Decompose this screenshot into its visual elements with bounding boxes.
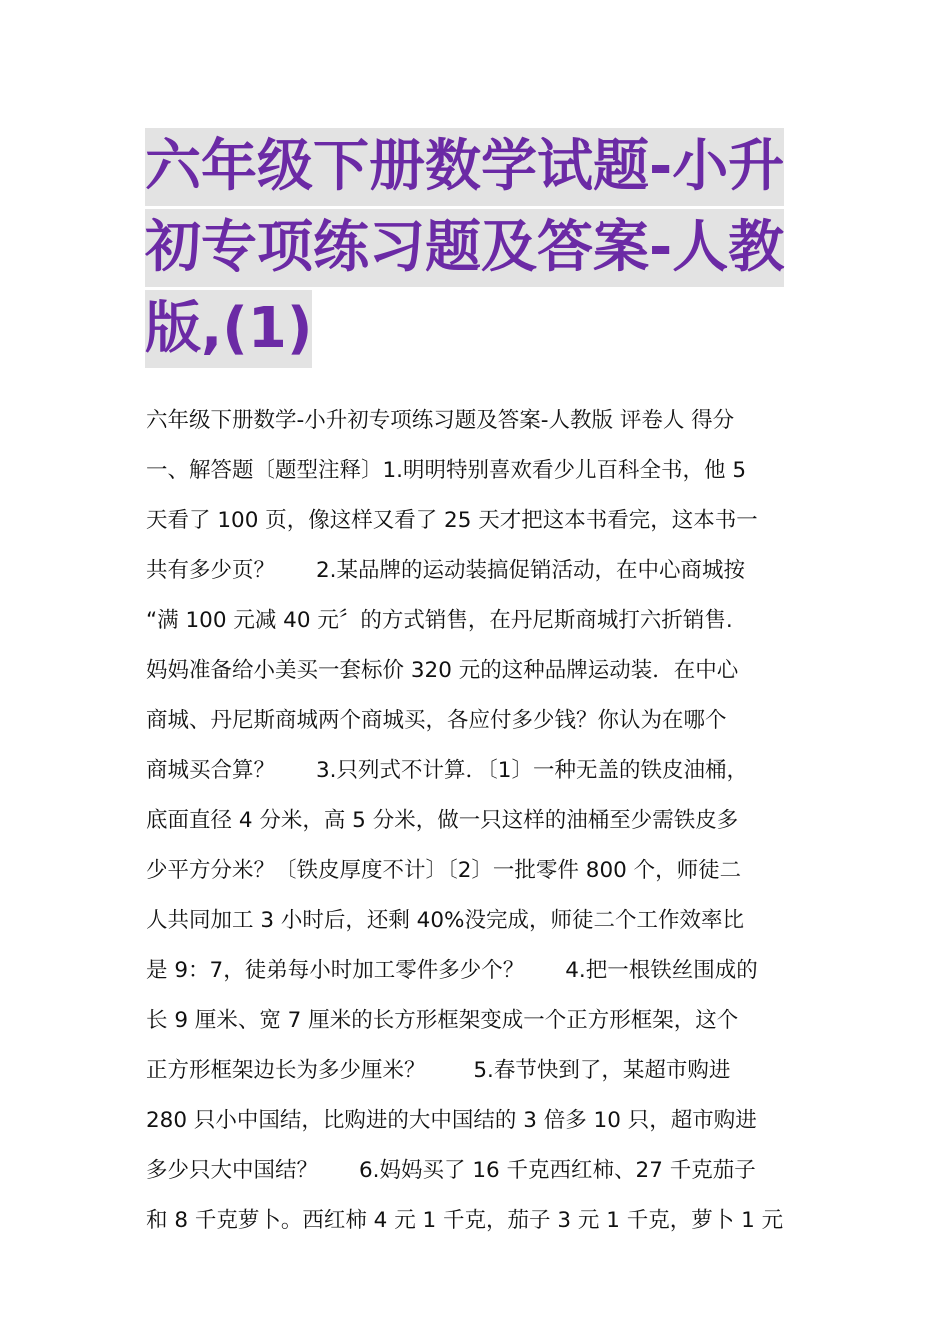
body-line: 人共同加工 3 小时后，还剩 40%没完成，师徒二个工作效率比 bbox=[146, 908, 744, 933]
body-line: 长 9 厘米、宽 7 厘米的长方形框架变成一个正方形框架，这个 bbox=[146, 1008, 739, 1033]
body-line: 底面直径 4 分米，高 5 分米，做一只这样的油桶至少需铁皮多 bbox=[146, 808, 739, 833]
body-line: 是 9：7，徒弟每小时加工零件多少个？ 4.把一根铁丝围成的 bbox=[146, 958, 758, 983]
body-line: “满 100 元减 40 元〞的方式销售，在丹尼斯商城打六折销售. bbox=[146, 608, 733, 633]
body-line: 共有多少页？ 2.某品牌的运动装搞促销活动，在中心商城按 bbox=[146, 558, 746, 583]
title-line-text: 版,(1) bbox=[145, 290, 312, 368]
body-line: 一、解答题〔题型注释〕1.明明特别喜欢看少儿百科全书，他 5 bbox=[146, 458, 747, 483]
body-line: 商城、丹尼斯商城两个商城买，各应付多少钱？你认为在哪个 bbox=[146, 708, 727, 733]
title-line bbox=[145, 128, 813, 208]
title-line-text: 六年级下册数学试题-小升 bbox=[145, 128, 784, 206]
title-line bbox=[145, 290, 813, 370]
document-body bbox=[146, 398, 810, 1248]
document-title bbox=[145, 128, 813, 371]
title-line-text: 初专项练习题及答案-人教 bbox=[145, 209, 784, 287]
body-line: 六年级下册数学-小升初专项练习题及答案-人教版 评卷人 得分 bbox=[146, 408, 735, 433]
body-line: 商城买合算？ 3.只列式不计算．〔1〕一种无盖的铁皮油桶， bbox=[146, 758, 748, 783]
body-line: 和 8 千克萝卜。西红柿 4 元 1 千克，茄子 3 元 1 千克，萝卜 1 元 bbox=[146, 1208, 784, 1233]
body-line: 正方形框架边长为多少厘米？ 5.春节快到了，某超市购进 bbox=[146, 1058, 731, 1083]
body-line: 妈妈准备给小美买一套标价 320 元的这种品牌运动装．在中心 bbox=[146, 658, 739, 683]
title-line bbox=[145, 209, 813, 289]
body-line: 少平方分米？〔铁皮厚度不计〕〔2〕一批零件 800 个，师徒二 bbox=[146, 858, 742, 883]
body-line: 280 只小中国结，比购进的大中国结的 3 倍多 10 只，超市购进 bbox=[146, 1108, 757, 1133]
body-line: 多少只大中国结？ 6.妈妈买了 16 千克西红柿、27 千克茄子 bbox=[146, 1158, 756, 1183]
body-line: 天看了 100 页，像这样又看了 25 天才把这本书看完，这本书一 bbox=[146, 508, 758, 533]
